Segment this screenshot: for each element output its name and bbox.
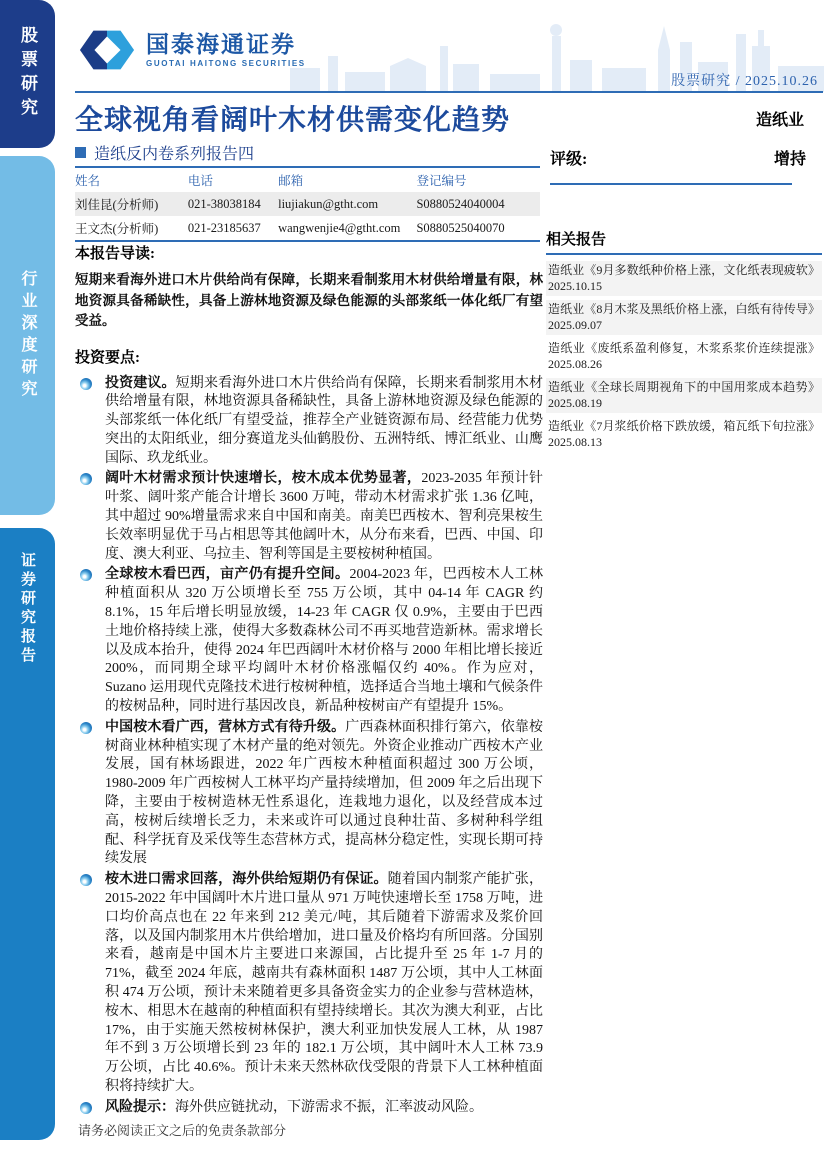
circle-bullet-icon bbox=[80, 1102, 92, 1114]
related-report-date: 2025.08.13 bbox=[548, 435, 602, 449]
page-title: 全球视角看阔叶木材供需变化趋势 bbox=[75, 105, 511, 136]
key-points-heading: 投资要点: bbox=[75, 349, 140, 366]
key-point-text: 2023-2035 年预计针叶浆、阔叶浆产能合计增长 3600 万吨，带动木材需求扩张 1.36 亿吨，其中超过 90%增量需求来自中国和南美。南美巴西桉木、智利亮果桉生长效率明显优于马占相思等其他阔叶木，从分布来看，巴西、中国、印度、澳大利亚、乌拉圭、智利等国是主要桉树种植国。 bbox=[105, 471, 544, 562]
analyst-name: 刘佳昆(分析师) bbox=[75, 198, 159, 212]
square-bullet-icon bbox=[75, 147, 86, 158]
analyst-table-header-row bbox=[75, 167, 540, 192]
sidebar-section-stock-research bbox=[0, 0, 55, 148]
header-rule bbox=[75, 91, 823, 93]
series-label: 造纸反内卷系列报告四 bbox=[94, 146, 255, 163]
col-header-phone: 电话 bbox=[188, 167, 278, 192]
analyst-registration-number: S0880525040070 bbox=[416, 216, 540, 241]
sidebar-section-securities-research-report bbox=[0, 528, 55, 1140]
key-point-lead: 风险提示： bbox=[105, 1099, 175, 1115]
related-report-item bbox=[546, 300, 822, 335]
analyst-phone: 021-38038184 bbox=[187, 196, 261, 211]
related-report-title: 造纸业《废纸系盈利修复，木浆系浆价连续提涨》 bbox=[548, 340, 820, 355]
analyst-row bbox=[75, 192, 540, 216]
key-point-lead: 全球桉木看巴西，亩产仍有提升空间。 bbox=[105, 567, 350, 583]
analyst-name: 王文杰(分析师) bbox=[75, 216, 188, 241]
key-point-text: 海外供应链扰动，下游需求不振，汇率波动风险。 bbox=[175, 1099, 483, 1115]
related-report-item bbox=[546, 417, 822, 452]
related-report-item bbox=[546, 378, 822, 413]
analyst-email: liujiakun@gtht.com bbox=[278, 196, 379, 211]
related-report-item bbox=[546, 261, 822, 296]
related-report-title: 造纸业《8月木浆及黑纸价格上涨，白纸有待传导》 bbox=[548, 301, 820, 316]
sidebar-label: 股票研究 bbox=[18, 26, 37, 122]
related-reports-heading: 相关报告 bbox=[546, 231, 607, 248]
related-report-date: 2025.08.19 bbox=[548, 396, 602, 410]
key-point-text: 短期来看海外进口木片供给尚有保障，长期来看制浆用木材供给增量有限，林地资源具备稀缺性，具备上游林地资源及绿色能源的头部浆纸一体化纸厂有望受益，推荐全产业链资源布局、经营能力优势突出的太阳纸业，细分赛道龙头仙鹤股份、五洲特纸、博汇纸业、山鹰国际、玖龙纸业。 bbox=[105, 375, 544, 466]
header-meta bbox=[671, 70, 818, 90]
related-report-date: 2025.08.26 bbox=[548, 357, 602, 371]
rating-label: 评级: bbox=[550, 151, 588, 168]
related-report-title: 造纸业《9月多数纸种价格上涨，文化纸表现疲软》 bbox=[548, 262, 820, 277]
rating-row bbox=[550, 146, 806, 169]
related-report-item bbox=[546, 339, 822, 374]
key-points-list bbox=[75, 375, 543, 1118]
sidebar-label: 证券研究报告 bbox=[19, 552, 36, 666]
key-point-item bbox=[75, 375, 543, 469]
header-date: 2025.10.26 bbox=[745, 74, 818, 89]
related-report-title: 造纸业《7月浆纸价格下跌放缓，箱瓦纸下旬拉涨》 bbox=[548, 418, 820, 433]
analyst-registration-number: S0880524040004 bbox=[416, 196, 505, 211]
key-point-text: 2004-2023 年，巴西桉木人工林种植面积从 320 万公顷增长至 755 万公顷，其中 04-14 年 CAGR 约 8.1%，15 年后增长明显放缓，14-23 年 CAGR 仅 0.9%，主要由于巴西土地价格持续上涨，使得大多数森林公司不再买地营造新林。需求增长以及成本抬升，使得 2024 年巴西阔叶木材价格与 2000 年相比增长接近 200%，而同期全球平均阔叶木材价格涨幅仅约 40%。作为应对，Suzano 运用现代克隆技术进行桉树种植，选择适合当地土壤和气候条件的桉树品种，同时进行基因改良，新品种桉树亩产有望提升 15%。 bbox=[105, 567, 544, 715]
circle-bullet-icon bbox=[80, 874, 92, 886]
related-reports-rule bbox=[546, 253, 822, 255]
header-divider: / bbox=[735, 74, 741, 89]
brand-name-en: GUOTAI HAITONG SECURITIES bbox=[146, 59, 306, 69]
rating-rule bbox=[550, 183, 792, 185]
key-point-item bbox=[75, 719, 543, 869]
sidebar-label: 行业深度研究 bbox=[19, 269, 36, 402]
related-reports-list bbox=[546, 261, 822, 452]
related-reports-panel bbox=[546, 228, 822, 456]
sidebar-section-industry-deep-research bbox=[0, 156, 55, 515]
analyst-table-body bbox=[75, 192, 540, 241]
key-point-lead: 中国桉木看广西，营林方式有待升级。 bbox=[105, 719, 346, 735]
related-report-date: 2025.10.15 bbox=[548, 279, 602, 293]
col-header-name: 姓名 bbox=[75, 167, 188, 192]
brand-name-cn: 国泰海通证券 bbox=[146, 30, 296, 57]
guide-text: 短期来看海外进口木片供给尚有保障，长期来看制浆用木材供给增量有限，林地资源具备稀缺性，具备上游林地资源及绿色能源的头部浆纸一体化纸厂有望受益。 bbox=[75, 272, 543, 328]
analyst-email: wangwenjie4@gtht.com bbox=[278, 216, 416, 241]
main-column bbox=[75, 242, 543, 1120]
circle-bullet-icon bbox=[80, 378, 92, 390]
related-report-date: 2025.09.07 bbox=[548, 318, 602, 332]
key-point-text: 随着国内制浆产能扩张，2015-2022 年中国阔叶木片进口量从 971 万吨快速增长至 1758 万吨，进口均价高点也在 22 年来到 212 美元/吨，其后随着下游需求及浆价回落，以及国内制浆用木片供给增加，进口量及价格均有所回落。分国别来看，越南是中国木片主要进口来源国，占比提升至 25 年 1-7 月的 71%，截至 2024 年底，越南共有森林面积 1487 万公顷，其中人工林面积 474 万公顷，预计未来随着更多具备资金实力的企业参与营林造林，桉木、相思木在越南的种植面积有望持续增长。其次为澳大利亚，占比 17%，由于实施天然桉树林保护，澳大利亚加快发展人工林，从 1987 年不到 3 万公顷增长到 23 年的 182.1 万公顷，其中阔叶木人工林 73.9 万公顷，占比 40.6%。预计未来天然林砍伐受限的背景下人工林种植面积将持续扩大。 bbox=[105, 872, 544, 1094]
related-report-title: 造纸业《全球长周期视角下的中国用浆成本趋势》 bbox=[548, 379, 820, 394]
circle-bullet-icon bbox=[80, 569, 92, 581]
key-point-item bbox=[75, 470, 543, 564]
key-point-lead: 投资建议。 bbox=[105, 375, 176, 391]
circle-bullet-icon bbox=[80, 722, 92, 734]
circle-bullet-icon bbox=[80, 473, 92, 485]
analyst-row bbox=[75, 216, 540, 241]
key-point-item bbox=[75, 566, 543, 716]
key-point-lead: 桉木进口需求回落，海外供给短期仍有保证。 bbox=[105, 872, 388, 888]
header-category: 股票研究 bbox=[671, 74, 732, 89]
key-point-lead: 阔叶木材需求预计快速增长，桉木成本优势显著， bbox=[105, 471, 422, 487]
guotai-haitong-logo-icon bbox=[78, 28, 136, 72]
industry-label: 造纸业 bbox=[755, 112, 804, 129]
rating-value: 增持 bbox=[773, 151, 806, 168]
col-header-email: 邮箱 bbox=[278, 167, 416, 192]
series-subtitle bbox=[75, 141, 254, 164]
col-header-registration: 登记编号 bbox=[416, 167, 540, 192]
disclaimer-note: 请务必阅读正文之后的免责条款部分 bbox=[78, 1123, 287, 1138]
key-point-item bbox=[75, 1099, 543, 1118]
guide-heading: 本报告导读: bbox=[75, 246, 155, 262]
key-point-item bbox=[75, 871, 543, 1097]
analyst-phone: 021-23185637 bbox=[188, 216, 278, 241]
brand-logo bbox=[78, 28, 306, 72]
key-point-text: 广西森林面积排行第六，依靠桉树商业林种植实现了木材产量的绝对领先。外资企业推动广西桉木产业发展，国有林场跟进，2022 年广西桉木种植面积超过 300 万公顷，1980-2009 年广西桉树人工林平均产量持续增加，但 2009 年之后出现下降，主要由于桉树造林无性系退化，连栽地力退化，以及经营成本过高，桉树后续增长乏力，未来或许可以通过良种壮苗、多树种科学组配、科学抚育及采伐等生态营林方式，提高林分稳定性，实现长期可持续发展 bbox=[105, 719, 543, 867]
analyst-table bbox=[75, 166, 540, 242]
